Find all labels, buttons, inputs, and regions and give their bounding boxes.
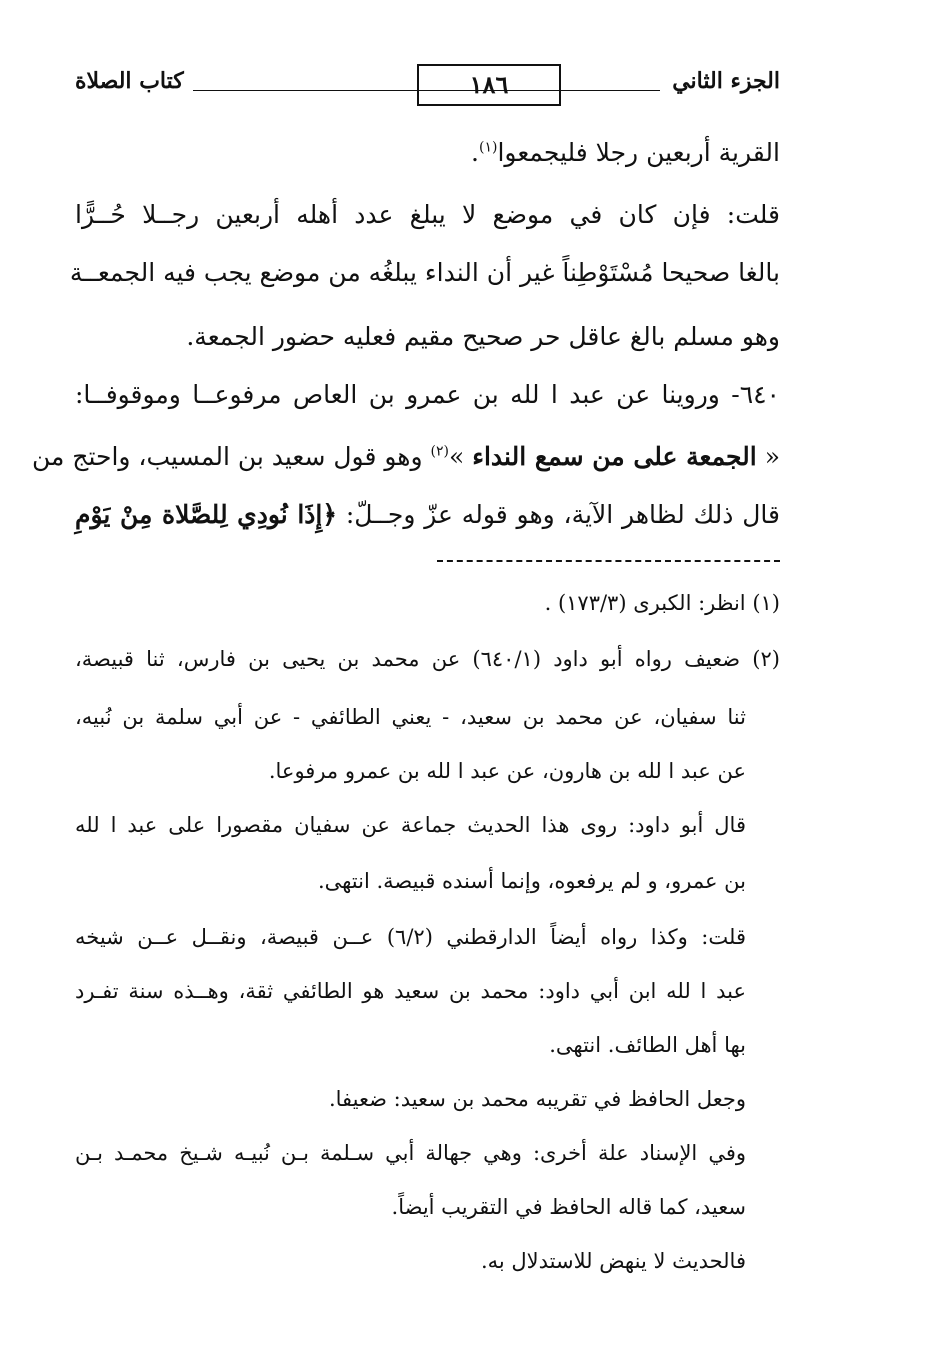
body-line-4: وهو مسلم بالغ عاقل حر صحيح مقيم فعليه حضور الجمعة. xyxy=(186,322,780,351)
footnote-divider xyxy=(437,560,780,562)
footnote-2-line-12: فالحديث لا ينهض للاستدلال به. xyxy=(480,1249,746,1273)
running-header xyxy=(75,66,780,110)
footnote-2-line-1: (٢) ضعيف رواه أبو داود (٦٤٠/١) عن محمد بن يحيى بن فارس، ثنا قبيصة، xyxy=(75,647,780,671)
footnote-ref-2: (٢) xyxy=(430,443,449,460)
header-rule-left xyxy=(193,90,489,91)
body-line-1: القرية أربعين رجلا فليجمعوا$^{(١)}$. xyxy=(471,138,780,167)
volume-title: الجزء الثاني xyxy=(672,68,780,94)
quran-verse: ﴿إِذَا نُودِي لِلصَّلاة مِنْ يَوْمِ xyxy=(75,500,338,529)
footnote-2-line-2: ثنا سفيان، عن محمد بن سعيد، - يعني الطائفي - عن أبي سلمة بن نُبيه، xyxy=(75,705,746,729)
footnote-2-line-5: بن عمرو، و لم يرفعوه، وإنما أسنده قبيصة. انتهى. xyxy=(317,869,746,893)
hadith-text: الجمعة على من سمع النداء xyxy=(472,442,757,471)
footnote-2-line-7: عبد ا لله ابن أبي داود: محمد بن سعيد هو الطائفي ثقة، وهــذه سنة تفـرد xyxy=(75,979,746,1003)
footnote-1: (١) انظر: الكبرى (١٧٣/٣) . xyxy=(544,591,780,615)
footnote-2-line-4: قال أبو داود: روى هذا الحديث جماعة عن سفيان مقصورا على عبد ا لله xyxy=(75,813,746,837)
footnote-2-line-9: وجعل الحافظ في تقريبه محمد بن سعيد: ضعيفا. xyxy=(328,1087,746,1111)
body-line-5: ٦٤٠- وروينا عن عبد ا لله بن عمرو بن العاص مرفوعــا وموقوفــا: xyxy=(75,380,780,409)
body-line-2: قلت: فإن كان في موضع لا يبلغ عدد أهله أربعين رجــلا حُــرًّا xyxy=(75,200,780,229)
footnote-2-line-3: عن عبد ا لله بن هارون، عن عبد ا لله بن عمرو مرفوعا. xyxy=(268,759,746,783)
page-number-box: ١٨٦ xyxy=(417,64,561,106)
footnote-2-line-10: وفي الإسناد علة أخرى: وهي جهالة أبي سـلمة بـن نُبيـه شـيخ محمـد بـن xyxy=(75,1141,746,1165)
footnote-2-line-6: قلت: وكذا رواه أيضاً الدارقطني (٦/٢) عــن قبيصة، ونقــل عــن شيخه xyxy=(75,925,746,949)
footnote-ref-1: (١) xyxy=(478,139,498,156)
footnote-2-line-11: سعيد، كما قاله الحافظ في التقريب أيضاً. xyxy=(391,1195,746,1219)
footnote-2-line-8: بها أهل الطائف. انتهى. xyxy=(549,1033,746,1057)
body-line-3: بالغا صحيحا مُسْتَوْطِناً غير أن النداء يبلغُه من موضع يجب فيه الجمعــة xyxy=(69,258,780,287)
book-title: كتاب الصلاة xyxy=(75,68,184,94)
body-line-6: « الجمعة على من سمع النداء »$^{(٢)}$ وهو قول سعيد بن المسيب، واحتج من xyxy=(31,442,780,471)
body-line-7: قال ذلك لظاهر الآية، وهو قوله عزّ وجــلّ: ﴿إِذَا نُودِي لِلصَّلاة مِنْ يَوْمِ xyxy=(75,500,780,529)
